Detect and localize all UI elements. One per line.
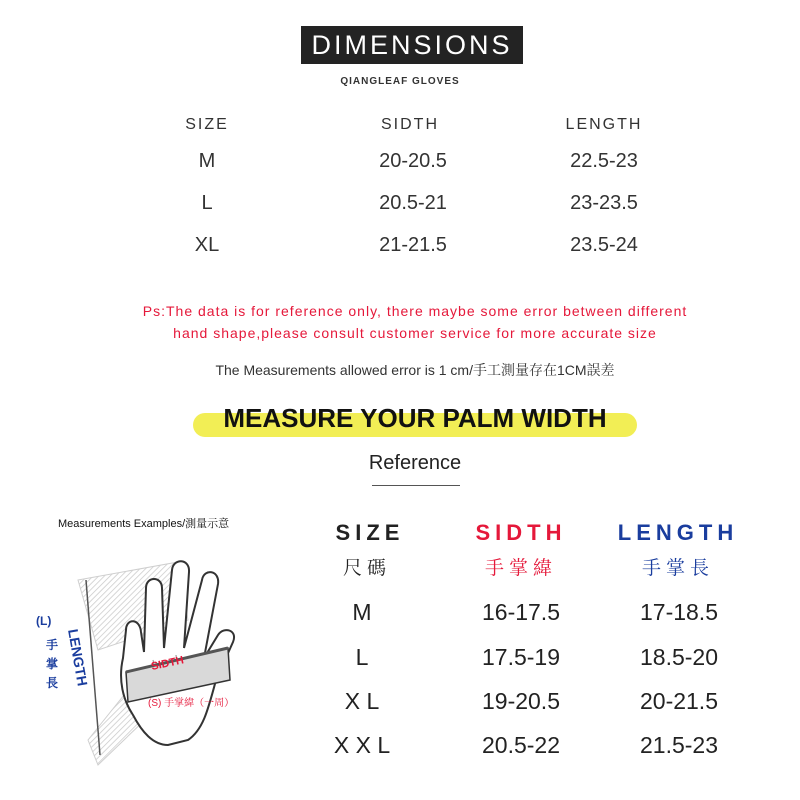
table2-cell: L [355, 644, 369, 670]
section-heading: MEASURE YOUR PALM WIDTH [223, 403, 607, 433]
table2-cell: 19-20.5 [481, 688, 560, 714]
table1-cell: 20-20.5 [379, 150, 447, 172]
disclaimer-line1: Ps:The data is for reference only, there maybe some error between different [142, 303, 688, 319]
dimensions-banner: DIMENSIONS [301, 26, 523, 64]
table2-header-size-cn: 尺碼 [342, 558, 391, 579]
table2-header-size: SIZE [335, 520, 405, 545]
hand-illustration [38, 540, 300, 800]
length-tag: (L) [36, 614, 52, 628]
table2-cell: 21.5-23 [639, 732, 718, 758]
table1-cell: 22.5-23 [570, 150, 638, 172]
table1-cell: 21-21.5 [379, 234, 447, 256]
table1-cell: 23-23.5 [570, 192, 638, 214]
sidth-label: SIDTH [150, 654, 185, 673]
table2-cell: X X L [333, 732, 391, 758]
brand-subtitle: QIANGLEAF GLOVES [340, 76, 460, 87]
table2-header-length-cn: 手掌長 [641, 558, 714, 579]
table2-cell: 17.5-19 [481, 644, 560, 670]
length-label: LENGTH [65, 627, 91, 688]
table2-cell: 17-18.5 [639, 599, 718, 625]
table2-cell: 20.5-22 [481, 732, 560, 758]
reference-underline [372, 485, 460, 486]
table1-header-size: SIZE [185, 116, 229, 133]
examples-caption: Measurements Examples/測量示意 [58, 518, 230, 530]
sidth-cn-label: (S) 手掌緯（一周） [148, 698, 235, 709]
table1-header-length: LENGTH [565, 116, 643, 133]
table2-header-length: LENGTH [617, 520, 739, 545]
table1-cell: 23.5-24 [570, 234, 638, 256]
table1-cell: M [198, 150, 216, 172]
table1-header-sidth: SIDTH [381, 116, 439, 133]
length-cn-2: 掌 [46, 657, 59, 671]
table2-header-sidth-cn: 手掌緯 [484, 558, 557, 579]
length-cn-1: 手 [46, 638, 59, 652]
table1-cell: XL [194, 234, 220, 256]
reference-label: Reference [368, 452, 462, 474]
table2-cell: M [352, 599, 372, 625]
length-cn-3: 長 [46, 676, 59, 690]
table1-cell: 20.5-21 [379, 192, 447, 214]
error-note: The Measurements allowed error is 1 cm/手工測量存在1CM誤差 [215, 362, 615, 378]
table2-cell: 18.5-20 [639, 644, 718, 670]
table1-cell: L [201, 192, 213, 214]
table2-cell: 20-21.5 [639, 688, 718, 714]
disclaimer-line2: hand shape,please consult customer service for more accurate size [173, 325, 657, 341]
table2-header-sidth: SIDTH [475, 520, 567, 545]
table2-cell: X L [344, 688, 380, 714]
table2-cell: 16-17.5 [481, 599, 560, 625]
